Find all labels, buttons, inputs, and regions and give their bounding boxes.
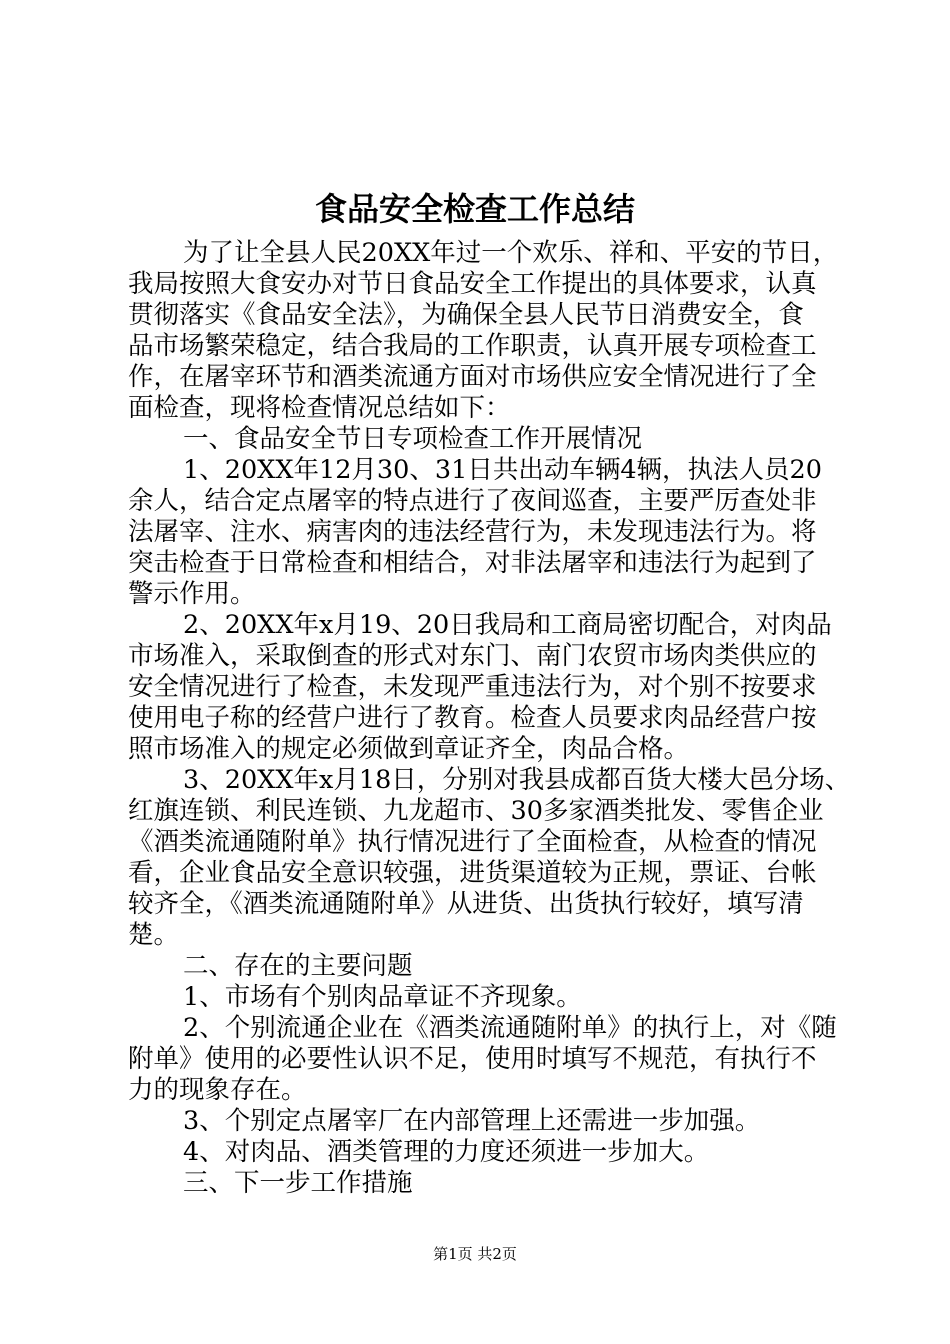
body-line: 2、20XX年x月19、20日我局和工商局密切配合，对肉品 (183, 610, 832, 640)
body-line: 2、个别流通企业在《酒类流通随附单》的执行上，对《随 (183, 1013, 837, 1043)
body-line: 为了让全县人民20XX年过一个欢乐、祥和、平安的节日， (183, 238, 839, 268)
body-line: 力的现象存在。 (128, 1075, 307, 1105)
body-line: 3、个别定点屠宰厂在内部管理上还需进一步加强。 (183, 1106, 761, 1136)
document-title: 食品安全检查工作总结 (314, 190, 635, 228)
body-line: 贯彻落实《食品安全法》，为确保全县人民节日消费安全，食 (128, 300, 804, 330)
body-line: 品市场繁荣稳定，结合我局的工作职责，认真开展专项检查工 (128, 331, 817, 361)
section-heading: 三、下一步工作措施 (183, 1168, 413, 1198)
body-line: 照市场准入的规定必须做到章证齐全，肉品合格。 (128, 734, 690, 764)
body-line: 余人，结合定点屠宰的特点进行了夜间巡查，主要严厉查处非 (128, 486, 817, 516)
body-line: 安全情况进行了检查，未发现严重违法行为，对个别不按要求 (128, 672, 817, 702)
body-line: 看，企业食品安全意识较强，进货渠道较为正规，票证、台帐 (128, 858, 817, 888)
body-line: 4、对肉品、酒类管理的力度还须进一步加大。 (183, 1137, 710, 1167)
body-line: 突击检查于日常检查和相结合，对非法屠宰和违法行为起到了 (128, 548, 817, 578)
body-line: 面检查，现将检查情况总结如下： (128, 393, 511, 423)
body-line: 楚。 (128, 920, 180, 950)
body-line: 警示作用。 (128, 579, 256, 609)
body-line: 使用电子称的经营户进行了教育。检查人员要求肉品经营户按 (128, 703, 817, 733)
body-line: 红旗连锁、利民连锁、九龙超市、30多家酒类批发、零售企业 (128, 796, 824, 826)
body-line: 法屠宰、注水、病害肉的违法经营行为，未发现违法行为。将 (128, 517, 817, 547)
body-line: 附单》使用的必要性认识不足，使用时填写不规范，有执行不 (128, 1044, 817, 1074)
body-line: 1、20XX年12月30、31日共出动车辆4辆，执法人员20 (183, 455, 822, 485)
body-line: 《酒类流通随附单》执行情况进行了全面检查，从检查的情况 (128, 827, 817, 857)
page-footer: 第1页 共2页 (433, 1245, 517, 1263)
section-heading: 二、存在的主要问题 (183, 951, 413, 981)
body-line: 3、20XX年x月18日，分别对我县成都百货大楼大邑分场、 (183, 765, 851, 795)
body-line: 我局按照大食安办对节日食品安全工作提出的具体要求，认真 (128, 269, 817, 299)
section-heading: 一、食品安全节日专项检查工作开展情况 (183, 424, 643, 454)
body-line: 作，在屠宰环节和酒类流通方面对市场供应安全情况进行了全 (128, 362, 817, 392)
body-line: 较齐全，《酒类流通随附单》从进货、出货执行较好，填写清 (128, 889, 804, 919)
body-line: 1、市场有个别肉品章证不齐现象。 (183, 982, 582, 1012)
body-line: 市场准入，采取倒查的形式对东门、南门农贸市场肉类供应的 (128, 641, 817, 671)
